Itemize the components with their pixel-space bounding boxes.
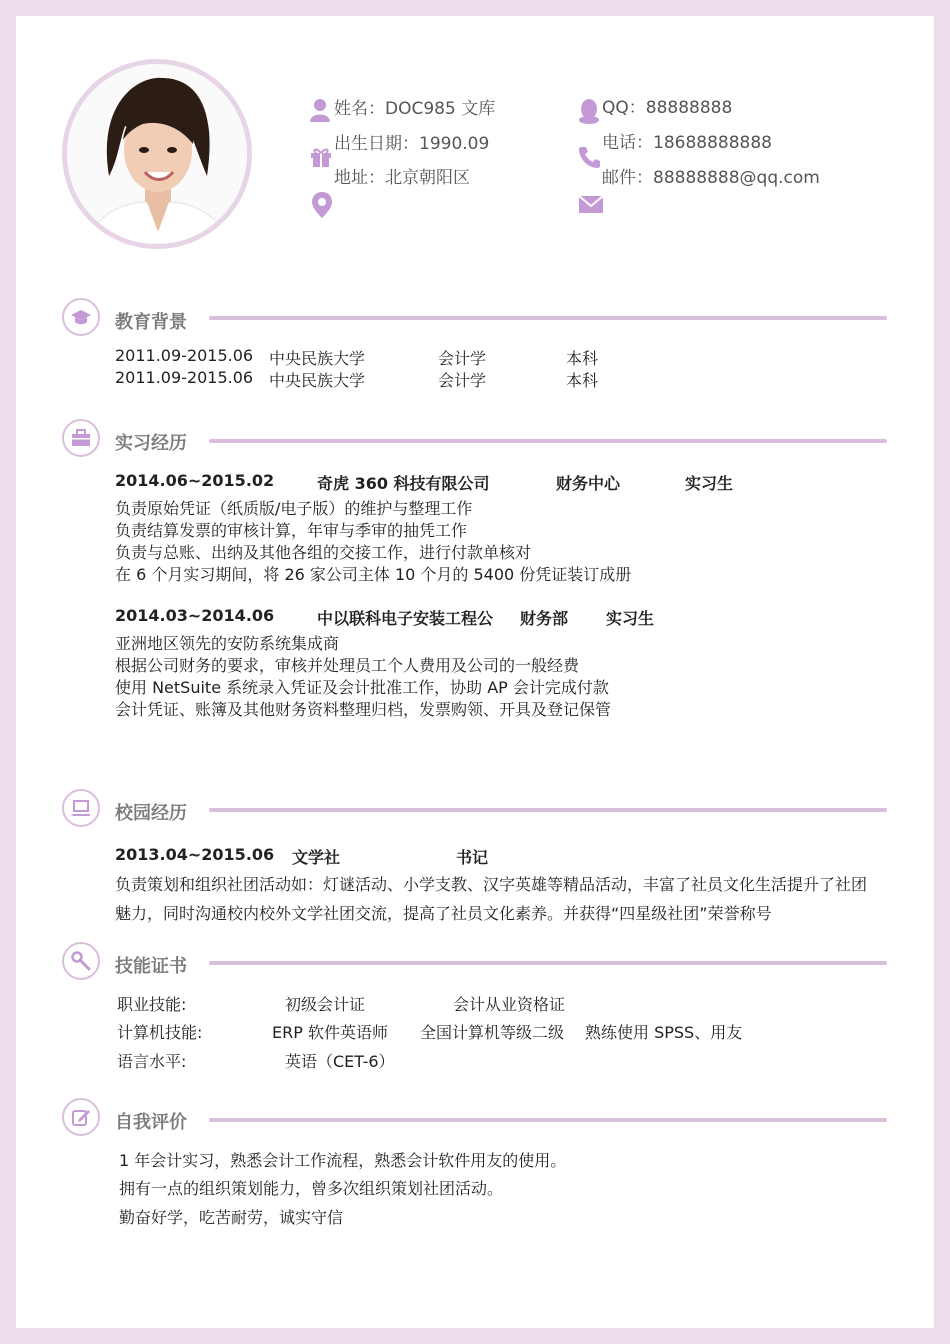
education-school: 中央民族大学 bbox=[269, 349, 366, 368]
job-dept: 财务部 bbox=[520, 609, 569, 628]
self-line: 1 年会计实习，熟悉会计工作流程，熟悉会计软件用友的使用。 bbox=[119, 1151, 567, 1170]
job-role: 实习生 bbox=[685, 474, 734, 493]
edit-icon bbox=[71, 1107, 91, 1127]
job-role: 实习生 bbox=[606, 609, 655, 628]
job-line: 在 6 个月实习期间，将 26 家公司主体 10 个月的 5400 份凭证装订成册 bbox=[115, 565, 632, 584]
job-line: 亚洲地区领先的安防系统集成商 bbox=[115, 634, 340, 653]
campus-period: 2013.04~2015.06 bbox=[115, 845, 275, 864]
profile-birth: 出生日期：1990.09 bbox=[334, 134, 490, 154]
campus-description: 负责策划和组织社团活动如：灯谜活动、小学支教、汉字英雄等精品活动，丰富了社员文化生活提升了社团魅力，同时沟通校内校外文学社团交流，提高了社员文化素养。并获得“四星级社团”荣誉称号 bbox=[115, 875, 868, 923]
education-degree: 本科 bbox=[566, 349, 599, 368]
self-divider bbox=[209, 1118, 887, 1122]
job-company: 中以联科电子安装工程公 bbox=[317, 609, 494, 628]
self-title: 自我评价 bbox=[115, 1112, 187, 1133]
job-period: 2014.03~2014.06 bbox=[115, 606, 275, 625]
campus-divider bbox=[209, 808, 887, 812]
education-section-icon-wrap bbox=[62, 298, 100, 336]
campus-section-icon-wrap bbox=[62, 789, 100, 827]
skill-label: 语言水平: bbox=[117, 1052, 187, 1071]
job-line: 使用 NetSuite 系统录入凭证及会计批准工作，协助 AP 会计完成付款 bbox=[115, 678, 609, 697]
job-company: 奇虎 360 科技有限公司 bbox=[317, 474, 490, 493]
profile-qq: QQ：88888888 bbox=[602, 98, 733, 118]
skill-item: 全国计算机等级二级 bbox=[420, 1023, 565, 1042]
wrench-icon bbox=[71, 951, 91, 971]
education-title: 教育背景 bbox=[115, 312, 187, 333]
education-major: 会计学 bbox=[438, 371, 487, 390]
campus-role: 书记 bbox=[456, 848, 489, 867]
skill-item: 初级会计证 bbox=[285, 995, 366, 1014]
education-row: 2011.09-2015.06 bbox=[115, 368, 254, 387]
profile-name: 姓名：DOC985 文库 bbox=[334, 99, 496, 119]
mail-icon bbox=[579, 196, 603, 213]
internship-divider bbox=[209, 439, 887, 443]
skill-item: ERP 软件英语师 bbox=[272, 1023, 388, 1042]
qq-icon bbox=[578, 98, 600, 124]
profile-email: 邮件：88888888@qq.com bbox=[602, 168, 820, 188]
education-divider bbox=[209, 316, 887, 320]
skills-title: 技能证书 bbox=[115, 956, 187, 977]
gift-icon bbox=[310, 146, 332, 168]
avatar-portrait bbox=[67, 64, 247, 244]
education-degree: 本科 bbox=[566, 371, 599, 390]
education-row: 2011.09-2015.06 bbox=[115, 346, 254, 365]
job-dept: 财务中心 bbox=[556, 474, 621, 493]
self-line: 拥有一点的组织策划能力，曾多次组织策划社团活动。 bbox=[119, 1179, 504, 1198]
self-line: 勤奋好学，吃苦耐劳，诚实守信 bbox=[119, 1208, 344, 1227]
job-period: 2014.06~2015.02 bbox=[115, 471, 275, 490]
skill-label: 职业技能: bbox=[117, 995, 187, 1014]
internship-section-icon-wrap bbox=[62, 419, 100, 457]
profile-phone: 电话：18688888888 bbox=[602, 133, 772, 153]
job-line: 负责结算发票的审核计算，年审与季审的抽凭工作 bbox=[115, 521, 468, 540]
self-section-icon-wrap bbox=[62, 1098, 100, 1136]
person-icon bbox=[310, 98, 330, 122]
job-line: 负责与总账、出纳及其他各组的交接工作，进行付款单核对 bbox=[115, 543, 532, 562]
skill-item: 会计从业资格证 bbox=[453, 995, 566, 1014]
campus-title: 校园经历 bbox=[115, 803, 187, 824]
avatar bbox=[62, 59, 252, 249]
skill-item: 英语（CET-6） bbox=[285, 1052, 395, 1071]
skill-label: 计算机技能: bbox=[117, 1023, 203, 1042]
skills-section-icon-wrap bbox=[62, 942, 100, 980]
phone-icon bbox=[578, 146, 600, 168]
education-major: 会计学 bbox=[438, 349, 487, 368]
graduation-cap-icon bbox=[71, 307, 91, 327]
resume-page bbox=[16, 16, 934, 1328]
education-school: 中央民族大学 bbox=[269, 371, 366, 390]
briefcase-icon bbox=[71, 428, 91, 448]
skills-divider bbox=[209, 961, 887, 965]
laptop-icon bbox=[71, 798, 91, 818]
job-line: 负责原始凭证（纸质版/电子版）的维护与整理工作 bbox=[115, 499, 473, 518]
location-icon bbox=[312, 192, 332, 218]
skill-item: 熟练使用 SPSS、用友 bbox=[585, 1023, 743, 1042]
job-line: 会计凭证、账簿及其他财务资料整理归档，发票购领、开具及登记保管 bbox=[115, 700, 612, 719]
campus-org: 文学社 bbox=[292, 848, 341, 867]
job-line: 根据公司财务的要求，审核并处理员工个人费用及公司的一般经费 bbox=[115, 656, 580, 675]
internship-title: 实习经历 bbox=[115, 433, 187, 454]
profile-address: 地址：北京朝阳区 bbox=[334, 168, 470, 188]
